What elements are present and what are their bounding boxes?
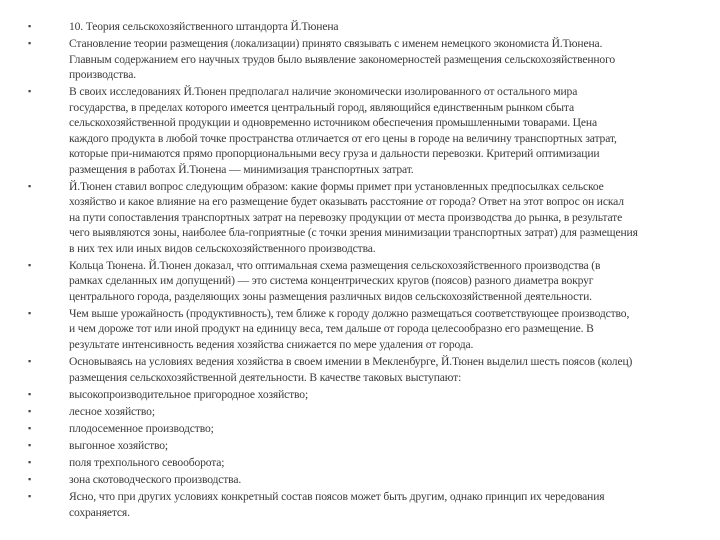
bullet-icon: ▪ [28, 356, 32, 367]
document-body [0, 19, 720, 522]
bullet-icon: ▪ [28, 474, 32, 485]
list-item [0, 455, 720, 471]
bullet-icon: ▪ [28, 422, 32, 433]
text-line: рамках сделанных им допущений) — это система концентрических кругов (поясов) разного диаметра вокруг [69, 274, 594, 288]
list-item-text [69, 455, 720, 471]
list-item [0, 421, 720, 437]
list-item-text [69, 354, 720, 385]
text-line: сохраняется. [69, 505, 130, 519]
list-item-text [69, 472, 720, 488]
text-line: поля трехпольного севооборота; [69, 456, 225, 470]
bullet-icon: ▪ [28, 259, 32, 270]
text-line: В своих исследованиях Й.Тюнен предполагал наличие экономически изолированного от остального мира [69, 85, 578, 99]
text-line: каждого продукта в любой точке пространства отличается от его цены в городе на величину транспортных затрат, [69, 131, 617, 145]
list-item-text [69, 306, 720, 353]
list-item [0, 489, 720, 520]
text-line: на пути сопоставления транспортных затрат на перевозку продукции от места производства до рынка, в результате [69, 210, 623, 224]
text-line: Й.Тюнен ставил вопрос следующим образом: какие формы примет при установленных предпосылках сельское [69, 179, 604, 193]
bullet-icon: ▪ [28, 86, 32, 97]
text-line: сельскохозяйственной продукции и одновременно источником обеспечения промышленными товарами. Цена [69, 116, 597, 130]
list-item [0, 354, 720, 385]
text-line: размещения в работах Й.Тюнена — минимизация транспортных затрат. [69, 162, 414, 176]
list-item [0, 179, 720, 257]
bullet-icon: ▪ [28, 307, 32, 318]
text-line: Главным содержанием его научных трудов было выявление закономерностей размещения сельскохозяйственного [69, 52, 616, 66]
bullet-icon: ▪ [28, 457, 32, 468]
text-line: лесное хозяйство; [69, 404, 155, 418]
list-item [0, 438, 720, 454]
text-line: результате интенсивность ведения хозяйства снижается по мере удаления от города. [69, 337, 474, 351]
text-line: высокопроизводительное пригородное хозяйство; [69, 387, 309, 401]
text-line: Основываясь на условиях ведения хозяйства в своем имении в Мекленбурге, Й.Тюнен выделил шесть поясов (колец) [69, 355, 633, 369]
list-item [0, 306, 720, 353]
text-line: Чем выше урожайность (продуктивность), тем ближе к городу должно размещаться соответствующее производство, [69, 306, 630, 320]
bullet-icon: ▪ [28, 38, 32, 49]
list-item [0, 84, 720, 177]
list-item-text [69, 387, 720, 403]
list-item-text [69, 36, 720, 83]
list-item [0, 387, 720, 403]
list-item-text [69, 421, 720, 437]
list-item-text [69, 404, 720, 420]
text-line: центрального города, разделяющих зоны размещения различных видов сельскохозяйственной деятельности. [69, 289, 592, 303]
list-item-text [69, 489, 720, 520]
list-item [0, 472, 720, 488]
list-item [0, 404, 720, 420]
bullet-icon: ▪ [28, 21, 32, 31]
list-item [0, 36, 720, 83]
list-item-text [69, 438, 720, 454]
text-line: Кольца Тюнена. Й.Тюнен доказал, что оптимальная схема размещения сельскохозяйственного производства (в [69, 258, 601, 272]
text-line: государства, в пределах которого имеется центральный город, являющийся единственным рынком сбыта [69, 100, 574, 114]
list-item-text [69, 19, 720, 35]
text-line: хозяйство и какое влияние на его размещение будет оказывать расстояние от города? Ответ на этот вопрос он искал [69, 195, 624, 209]
text-line: чего выявляются зоны, наиболее бла-гоприятные (с точки зрения минимизации транспортных затрат) для размещения [69, 226, 638, 240]
text-line: зона скотоводческого производства. [69, 473, 242, 487]
text-line: выгонное хозяйство; [69, 438, 168, 452]
text-line: размещения сельскохозяйственной деятельности. В качестве таковых выступают: [69, 370, 462, 384]
bullet-icon: ▪ [28, 405, 32, 416]
text-line: и чем дороже тот или иной продукт на единицу веса, тем дальше от города целесообразно его размещение. В [69, 322, 594, 336]
text-line: 10. Теория сельскохозяйственного штандорта Й.Тюнена [69, 20, 339, 33]
text-line: плодосеменное производство; [69, 421, 214, 435]
text-line: Ясно, что при других условиях конкретный состав поясов может быть другим, однако принцип их чередования [69, 490, 605, 504]
bullet-icon: ▪ [28, 180, 32, 191]
list-item [0, 258, 720, 305]
bullet-icon: ▪ [28, 388, 32, 399]
list-item-text [69, 179, 720, 257]
text-line: производства. [69, 68, 136, 82]
text-line: Становление теории размещения (локализации) принято связывать с именем немецкого экономиста Й.Тюнена. [69, 37, 603, 51]
text-line: в них тех или иных видов сельскохозяйственного производства. [69, 241, 376, 255]
bullet-icon: ▪ [28, 491, 32, 502]
list-item [0, 19, 720, 35]
list-item-text [69, 258, 720, 305]
list-item-text [69, 84, 720, 177]
bullet-icon: ▪ [28, 439, 32, 450]
text-line: которые при-нимаются прямо пропорциональными весу груза и дальности перевозки. Критерий оптимизации [69, 147, 600, 161]
